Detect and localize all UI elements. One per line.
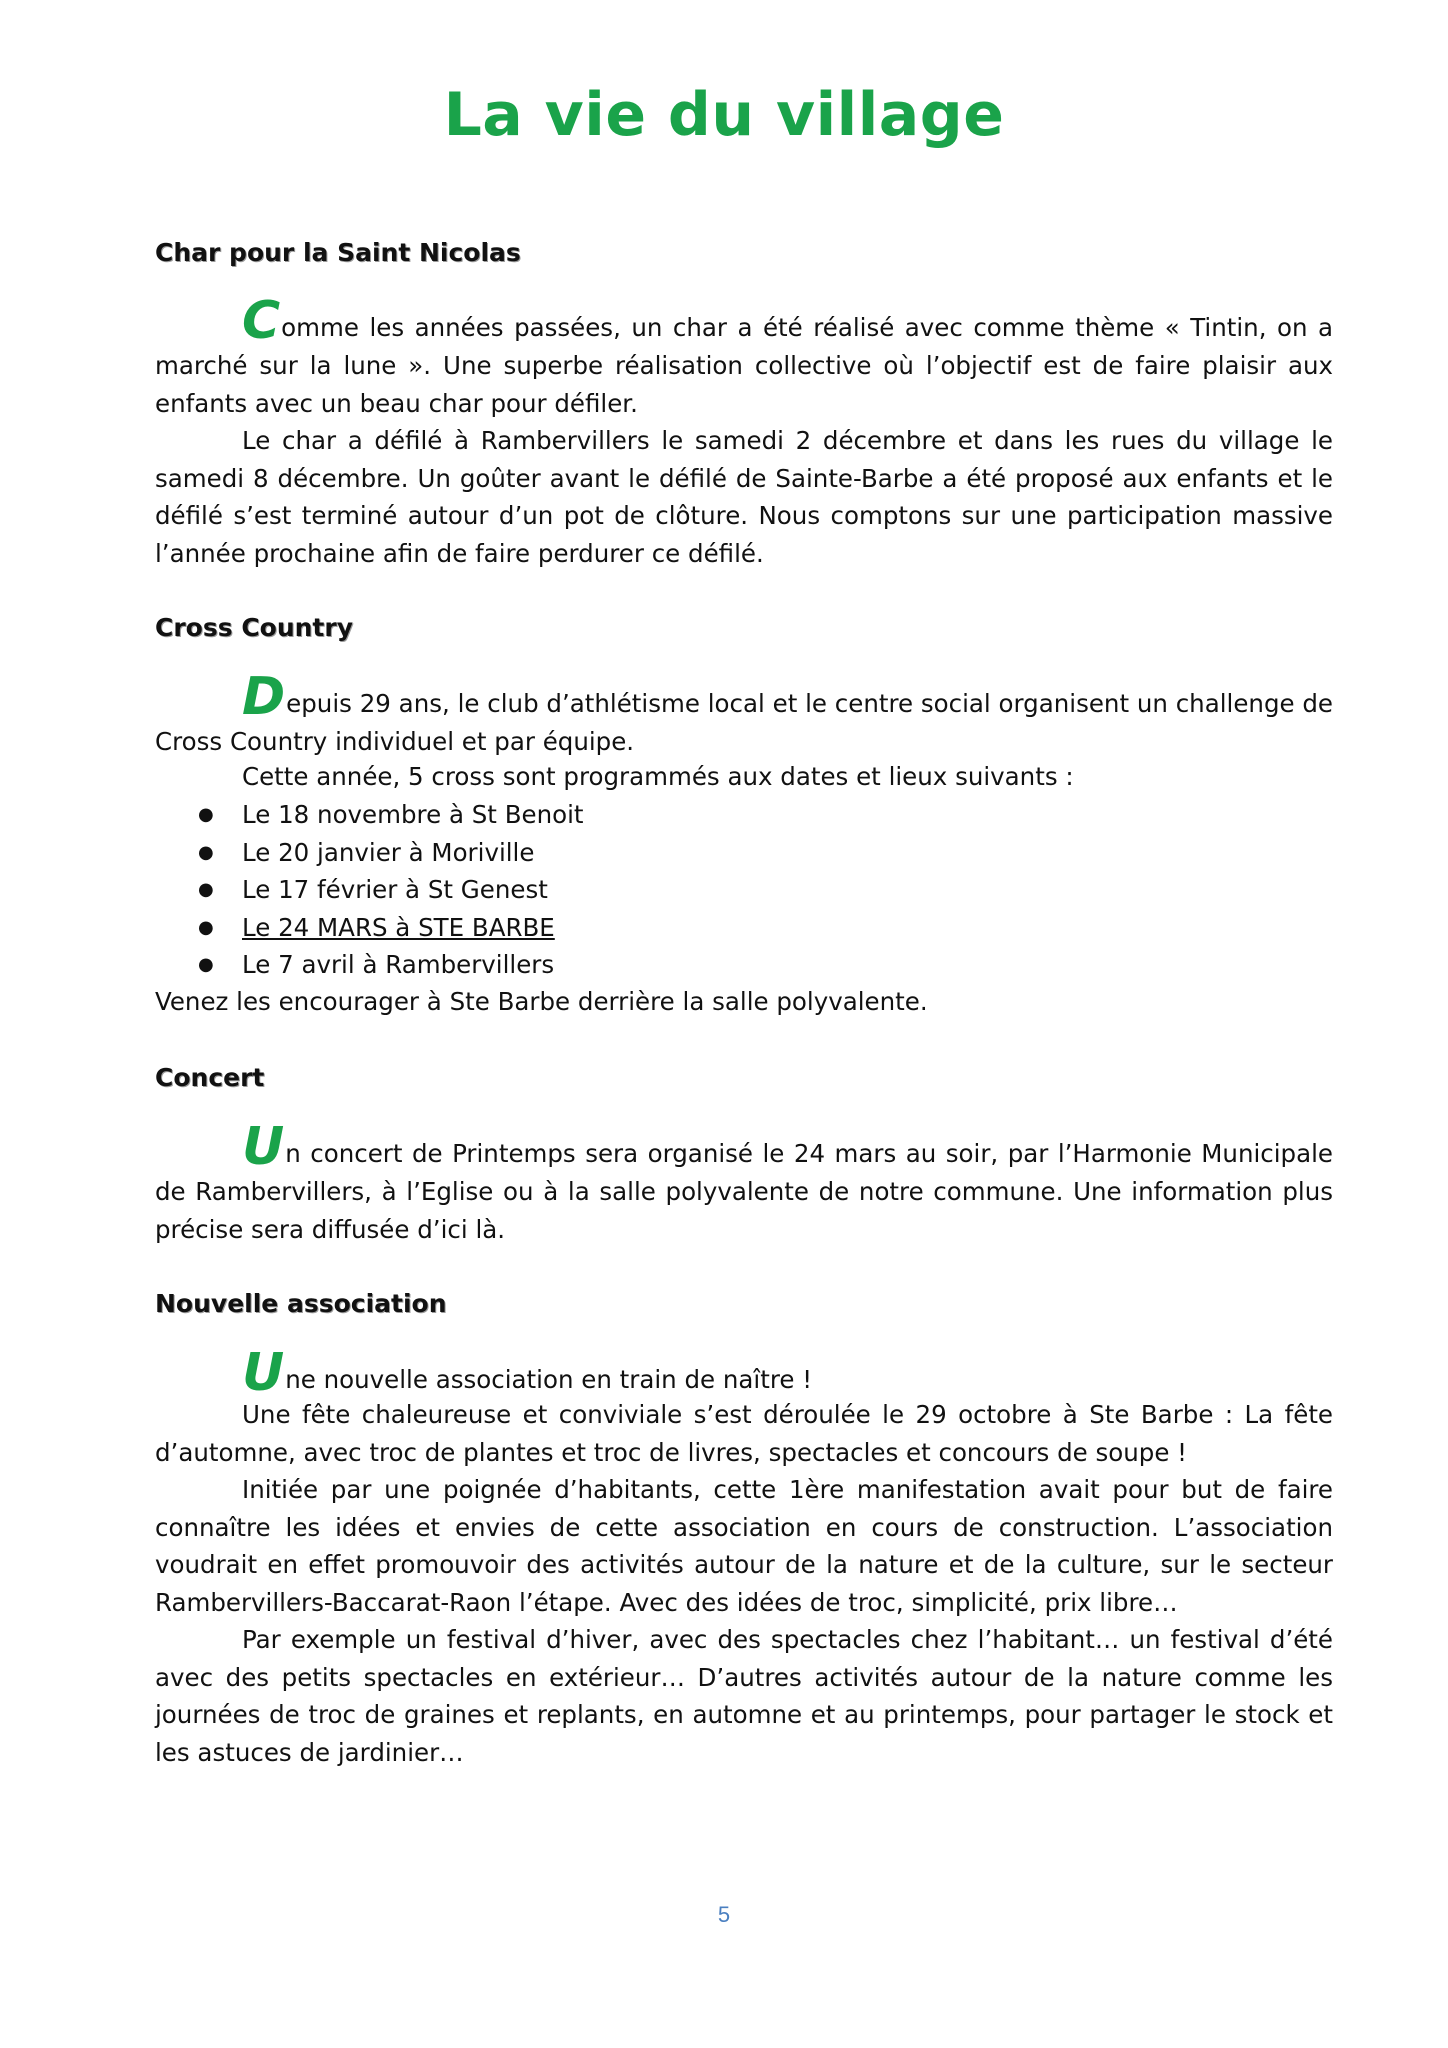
list-item <box>155 796 584 834</box>
list-item-text: Le 24 MARS à STE BARBE <box>242 912 555 942</box>
section-heading-concert: Concert <box>155 1063 265 1092</box>
paragraph-cross-country-closing: Venez les encourager à Ste Barbe derrière la salle polyvalente. <box>155 987 928 1016</box>
paragraph-association-2: Une fête chaleureuse et conviviale s’est déroulée le 29 octobre à Ste Barbe : La fête d’automne, avec troc de plantes et troc de livres, spectacles et concours de soupe ! <box>155 1400 1333 1467</box>
paragraph-cross-country-2: Cette année, 5 cross sont programmés aux dates et lieux suivants : <box>242 762 1074 791</box>
paragraph-saint-nicolas-1 <box>155 291 1333 422</box>
paragraph-text: epuis 29 ans, le club d’athlétisme local et le centre social organisent un challenge de Cross Country individuel et par équipe. <box>155 689 1333 756</box>
bullet-icon: ● <box>198 804 214 825</box>
bullet-icon: ● <box>198 841 214 863</box>
list-item-text: Le 17 février à St Genest <box>242 875 548 904</box>
bullet-icon: ● <box>198 954 214 975</box>
drop-cap: D <box>242 667 286 727</box>
page-number: 5 <box>717 1902 731 1927</box>
list-item-text: Le 18 novembre à St Benoit <box>242 800 584 829</box>
paragraph-text: ne nouvelle association en train de naître ! <box>285 1365 813 1394</box>
list-item <box>155 834 584 872</box>
paragraph-cross-country-1 <box>155 667 1333 761</box>
list-item-text: Le 20 janvier à Moriville <box>242 837 535 867</box>
bullet-icon: ● <box>198 916 214 938</box>
section-heading-nouvelle-association: Nouvelle association <box>155 1289 447 1318</box>
paragraph-association-1 <box>155 1343 1333 1403</box>
drop-cap: U <box>242 1117 285 1177</box>
paragraph-association-3: Initiée par une poignée d’habitants, cette 1ère manifestation avait pour but de faire connaître les idées et envies de cette association en cours de construction. L’association voudrait en effet promouvoir des activités autour de la nature et de la culture, sur le secteur Rambervillers-Baccarat-Raon l’étape. Avec des idées de troc, simplicité, prix libre… <box>155 1475 1333 1617</box>
section-heading-cross-country: Cross Country <box>155 613 354 642</box>
paragraph-text: omme les années passées, un char a été réalisé avec comme thème « Tintin, on a marché sur la lune ». Une superbe réalisation collective où l’objectif est de faire plaisir aux enfants avec un beau char pour défiler. <box>155 313 1333 418</box>
cross-country-dates-list <box>155 796 584 984</box>
list-item-text: Le 7 avril à Rambervillers <box>242 950 555 979</box>
page-title: La vie du village <box>443 80 1005 150</box>
paragraph-association-4: Par exemple un festival d’hiver, avec des spectacles chez l’habitant… un festival d’été avec des petits spectacles en extérieur… D’autres activités autour de la nature comme les journées de troc de graines et replants, en automne et au printemps, pour partager le stock et les astuces de jardinier… <box>155 1625 1333 1767</box>
bullet-icon: ● <box>198 879 214 900</box>
list-item <box>155 871 584 909</box>
paragraph-concert-1 <box>155 1117 1333 1248</box>
drop-cap: U <box>242 1343 285 1403</box>
paragraph-text: n concert de Printemps sera organisé le 24 mars au soir, par l’Harmonie Municipale de Rambervillers, à l’Eglise ou à la salle polyvalente de notre commune. Une information plus précise sera diffusée d’ici là. <box>155 1139 1333 1244</box>
list-item <box>155 946 584 984</box>
drop-cap: C <box>242 291 281 351</box>
section-heading-saint-nicolas: Char pour la Saint Nicolas <box>155 238 521 267</box>
list-item <box>155 909 584 947</box>
paragraph-saint-nicolas-2: Le char a défilé à Rambervillers le samedi 2 décembre et dans les rues du village le samedi 8 décembre. Un goûter avant le défilé de Sainte-Barbe a été proposé aux enfants et le défilé s’est terminé autour d’un pot de clôture. Nous comptons sur une participation massive l’année prochaine afin de faire perdurer ce défilé. <box>155 426 1333 568</box>
